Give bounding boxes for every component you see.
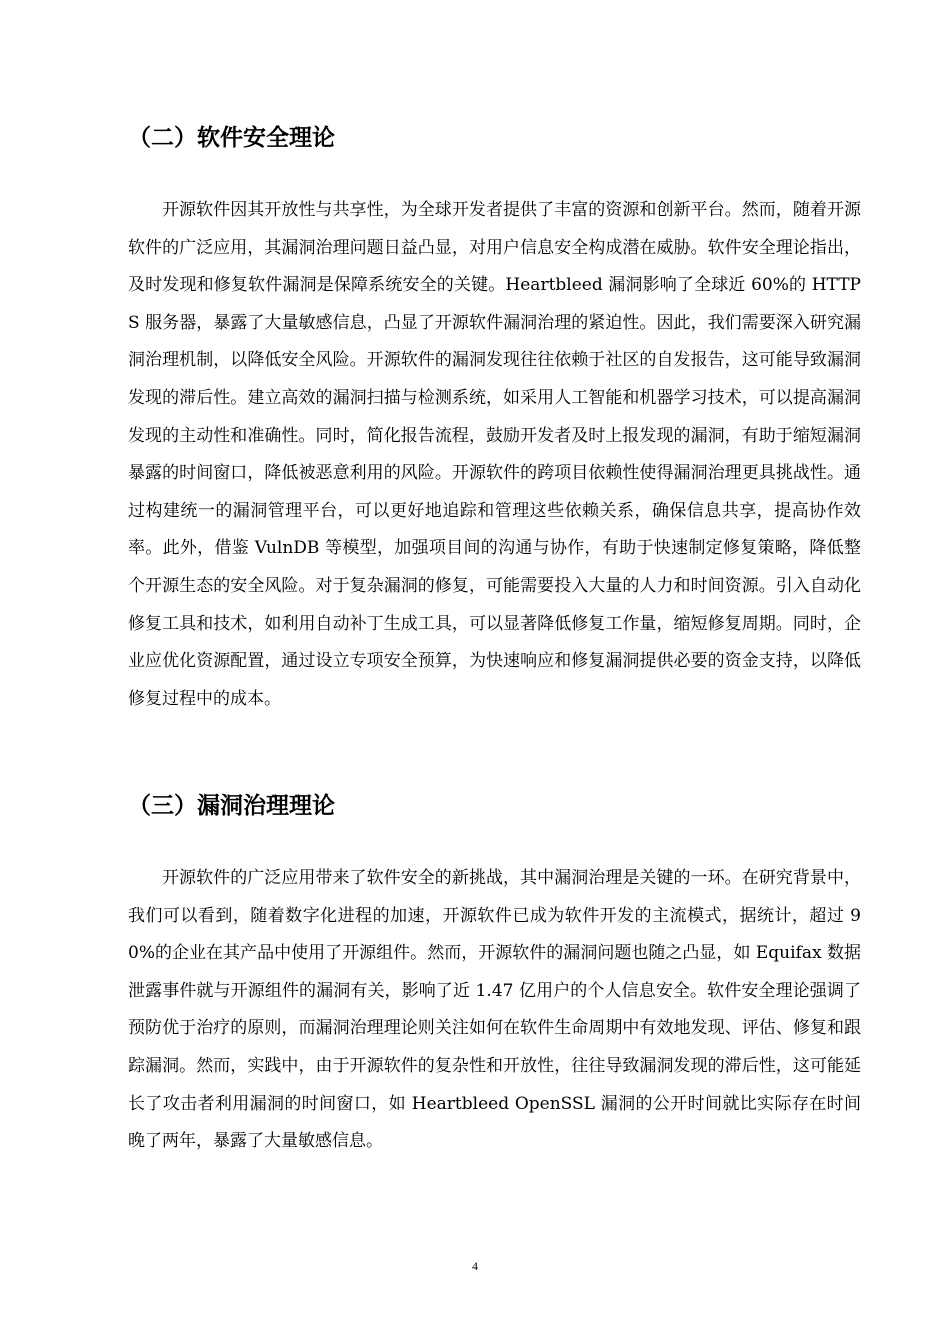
section-paragraph-vulnerability-governance-theory: 开源软件的广泛应用带来了软件安全的新挑战，其中漏洞治理是关键的一环。在研究背景中，我们可以看到，随着数字化进程的加速，开源软件已成为软件开发的主流模式，据统计，超过 90%的企业在其产品中使用了开源组件。然而，开源软件的漏洞问题也随之凸显，如 Equifax 数据泄露事件就与开源组件的漏洞有关，影响了近 1.47 亿用户的个人信息安全。软件安全理论强调了预防优于治疗的原则，而漏洞治理理论则关注如何在软件生命周期中有效地发现、评估、修复和跟踪漏洞。然而，实践中，由于开源软件的复杂性和开放性，往往导致漏洞发现的滞后性，这可能延长了攻击者利用漏洞的时间窗口，如 Heartbleed OpenSSL 漏洞的公开时间就比实际存在时间晚了两年，暴露了大量敏感信息。 <box>128 868 861 1152</box>
section-heading-vulnerability-governance-theory: （三）漏洞治理理论 <box>128 793 335 819</box>
section-paragraph-software-security-theory: 开源软件因其开放性与共享性，为全球开发者提供了丰富的资源和创新平台。然而，随着开源软件的广泛应用，其漏洞治理问题日益凸显，对用户信息安全构成潜在威胁。软件安全理论指出，及时发现和修复软件漏洞是保障系统安全的关键。Heartbleed 漏洞影响了全球近 60%的 HTTPS 服务器，暴露了大量敏感信息，凸显了开源软件漏洞治理的紧迫性。因此，我们需要深入研究漏洞治理机制，以降低安全风险。开源软件的漏洞发现往往依赖于社区的自发报告，这可能导致漏洞发现的滞后性。建立高效的漏洞扫描与检测系统，如采用人工智能和机器学习技术，可以提高漏洞发现的主动性和准确性。同时，简化报告流程，鼓励开发者及时上报发现的漏洞，有助于缩短漏洞暴露的时间窗口，降低被恶意利用的风险。开源软件的跨项目依赖性使得漏洞治理更具挑战性。通过构建统一的漏洞管理平台，可以更好地追踪和管理这些依赖关系，确保信息共享，提高协作效率。此外，借鉴 VulnDB 等模型，加强项目间的沟通与协作，有助于快速制定修复策略，降低整个开源生态的安全风险。对于复杂漏洞的修复，可能需要投入大量的人力和时间资源。引入自动化修复工具和技术，如利用自动补丁生成工具，可以显著降低修复工作量，缩短修复周期。同时，企业应优化资源配置，通过设立专项安全预算，为快速响应和修复漏洞提供必要的资金支持，以降低修复过程中的成本。 <box>128 200 861 709</box>
section-heading-software-security-theory: （二）软件安全理论 <box>128 125 335 151</box>
page-number: 4 <box>472 1259 478 1273</box>
